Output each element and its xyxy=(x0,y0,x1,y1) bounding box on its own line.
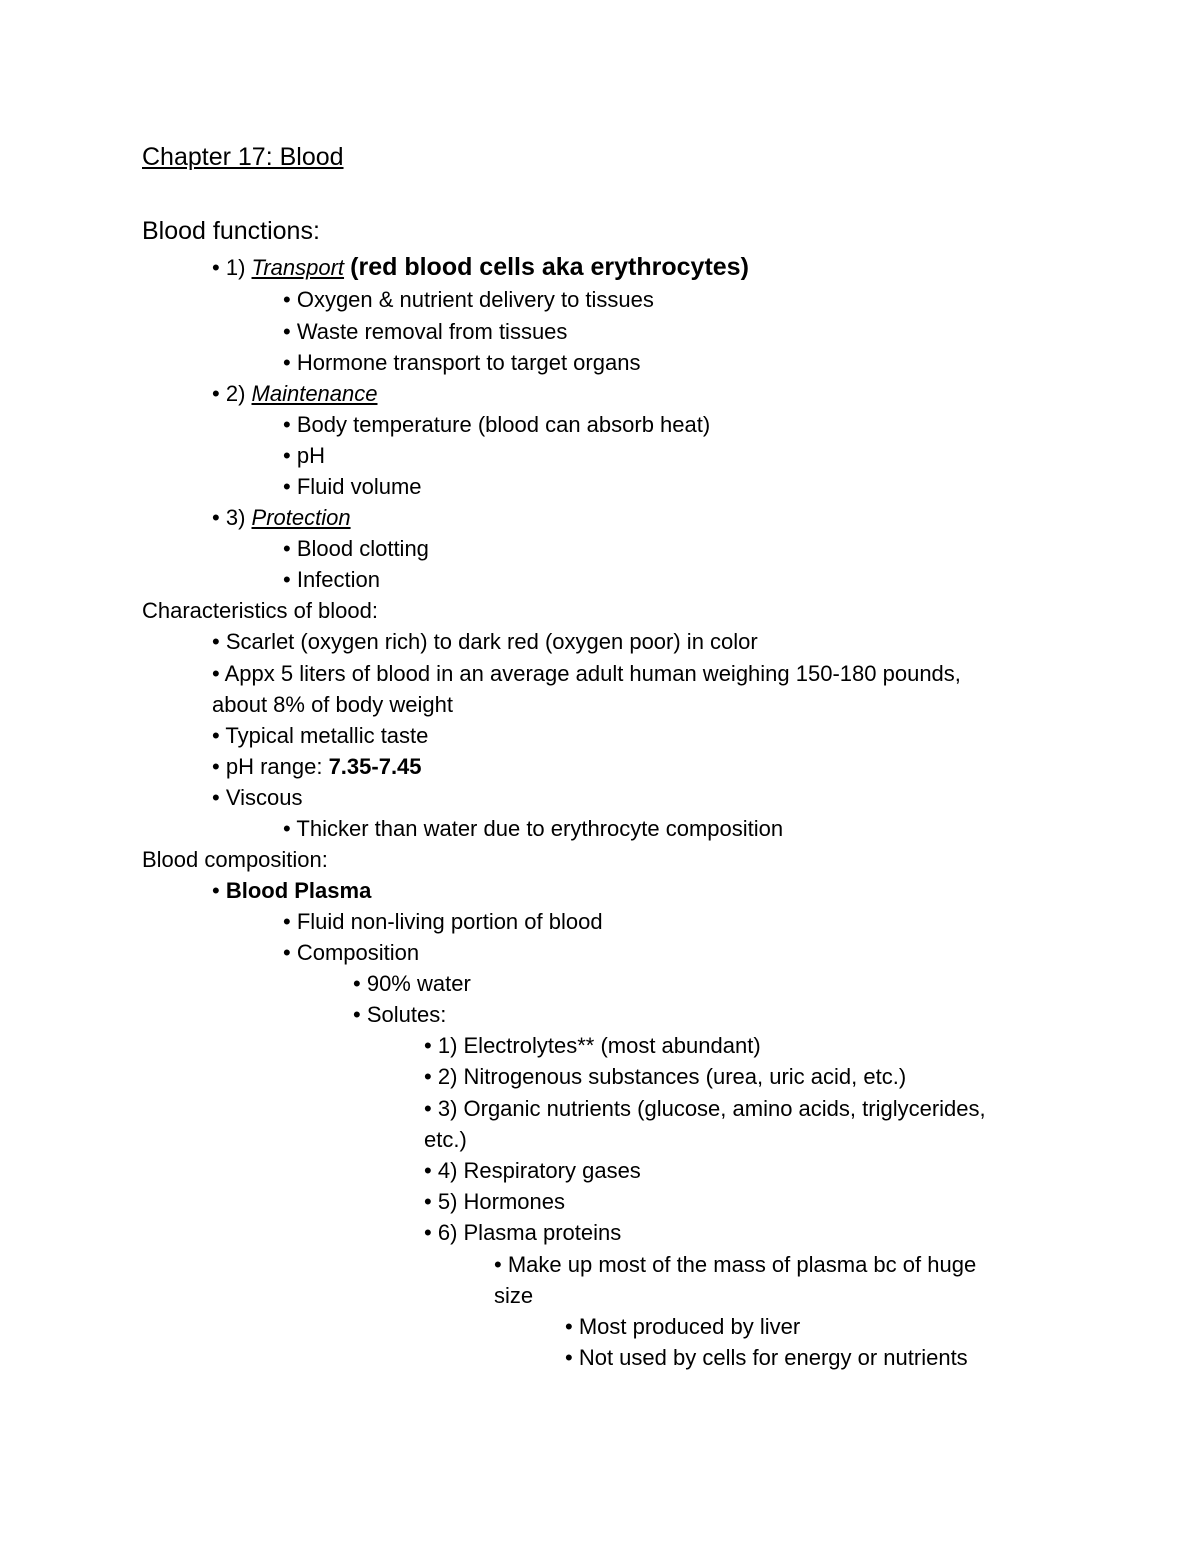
list-item: • 1) Electrolytes** (most abundant) xyxy=(424,1033,761,1058)
list-item: • Viscous xyxy=(212,785,303,810)
list-item-continuation: etc.) xyxy=(424,1127,467,1152)
item-title-maintenance: Maintenance xyxy=(251,381,378,406)
list-item: • Blood clotting xyxy=(283,536,429,561)
item-title-protection: Protection xyxy=(251,505,351,530)
list-item: • Body temperature (blood can absorb heat) xyxy=(283,412,711,437)
item-number: 1) xyxy=(225,255,246,280)
list-item: • 3) Organic nutrients (glucose, amino acids, triglycerides, xyxy=(424,1096,986,1121)
list-item-continuation: about 8% of body weight xyxy=(212,692,453,717)
list-item: • 4) Respiratory gases xyxy=(424,1158,641,1183)
list-item: • 2) Nitrogenous substances (urea, uric acid, etc.) xyxy=(424,1064,907,1089)
list-item-continuation: size xyxy=(494,1283,534,1308)
list-item: • Most produced by liver xyxy=(565,1314,801,1339)
list-item: • Not used by cells for energy or nutrients xyxy=(565,1345,968,1370)
list-item: • 90% water xyxy=(353,971,471,996)
list-item: • Infection xyxy=(283,567,380,592)
list-item: • Waste removal from tissues xyxy=(283,319,568,344)
chapter-title: Chapter 17: Blood xyxy=(142,143,344,171)
list-item: • Appx 5 liters of blood in an average adult human weighing 150-180 pounds, xyxy=(212,661,961,686)
item-number: 3) xyxy=(225,505,246,530)
list-item-ph-range: • pH range: 7.35-7.45 xyxy=(212,754,422,779)
transport-note: (red blood cells aka erythrocytes) xyxy=(350,253,749,281)
list-item: • Solutes: xyxy=(353,1002,447,1027)
list-item: • Fluid non-living portion of blood xyxy=(283,909,603,934)
list-item: • Scarlet (oxygen rich) to dark red (oxygen poor) in color xyxy=(212,629,758,654)
characteristics-heading: Characteristics of blood: xyxy=(142,598,378,623)
list-item-protection: • 3) Protection xyxy=(212,505,351,530)
functions-heading: Blood functions: xyxy=(142,217,320,245)
item-title-transport: Transport xyxy=(251,255,345,280)
list-item: • Typical metallic taste xyxy=(212,723,429,748)
item-number: 2) xyxy=(225,381,246,406)
list-item: • Hormone transport to target organs xyxy=(283,350,641,375)
list-item-maintenance: • 2) Maintenance xyxy=(212,381,378,406)
list-item: • Thicker than water due to erythrocyte composition xyxy=(283,816,784,841)
list-item-transport: • 1) Transport (red blood cells aka erythrocytes) xyxy=(212,253,749,281)
composition-heading: Blood composition: xyxy=(142,847,328,872)
list-item: • Composition xyxy=(283,940,420,965)
ph-value: 7.35-7.45 xyxy=(328,754,422,779)
list-item: • Oxygen & nutrient delivery to tissues xyxy=(283,287,654,312)
list-item: • Fluid volume xyxy=(283,474,422,499)
list-item-plasma: • Blood Plasma xyxy=(212,878,372,903)
list-item: • 5) Hormones xyxy=(424,1189,565,1214)
list-item: • Make up most of the mass of plasma bc of huge xyxy=(494,1252,977,1277)
list-item: • 6) Plasma proteins xyxy=(424,1220,622,1245)
list-item: • pH xyxy=(283,443,325,468)
